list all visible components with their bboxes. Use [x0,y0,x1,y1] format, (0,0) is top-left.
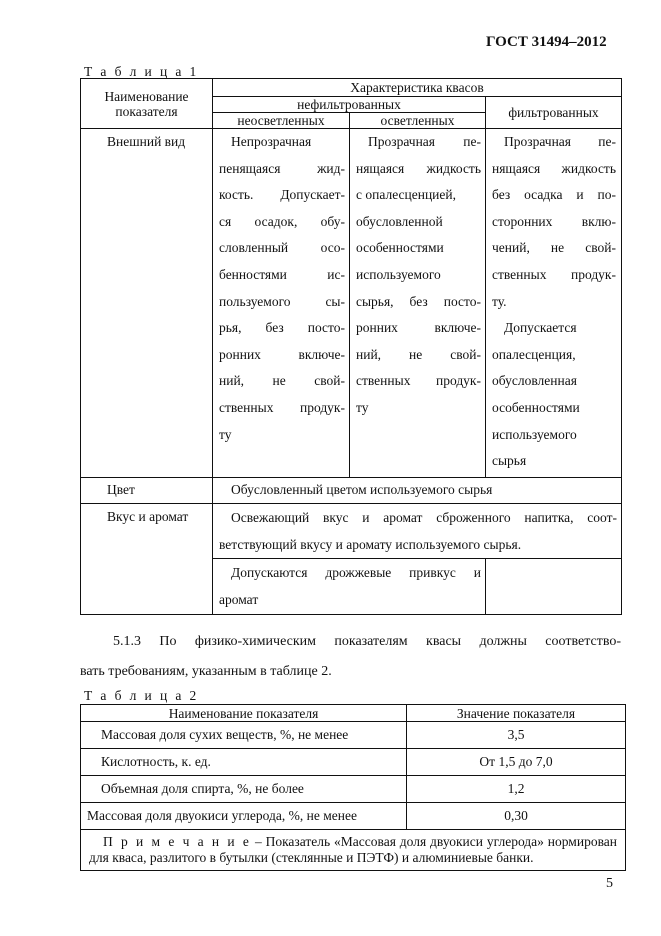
t2-row-value: 0,30 [407,803,626,830]
t2-row-value: От 1,5 до 7,0 [407,749,626,776]
text-line: ронних включе- [219,346,345,362]
text-line: нящаяся жидкость [356,160,481,176]
t2-row-name: Массовая доля двуокиси углерода, %, не менее [81,803,407,830]
text-line: опалесценция, [492,346,576,362]
paragraph-line-1: 5.1.3 По физико-химическим показателям квасы должны соответство- [113,634,621,649]
text-line: ственных продук- [219,399,345,415]
text-line: словленный осо- [219,240,345,256]
appearance-unclarified [213,129,350,478]
taste-value [213,504,622,559]
text-line: обусловленной [356,213,443,229]
page-number: 5 [606,876,613,891]
text-line: особенностями [492,399,580,415]
name-column-header: Наименование показателя [81,79,213,129]
table1-caption: Т а б л и ц а 1 [84,64,199,79]
appearance-clarified [350,129,486,478]
text-line: рья, без посто- [219,320,345,336]
text-line: чений, не свой- [492,240,616,256]
table2-caption: Т а б л и ц а 2 [84,688,199,703]
table-2 [80,704,626,871]
text-line: используемого [356,266,441,282]
color-name: Цвет [81,478,213,504]
characteristics-header: Характеристика квасов [213,79,622,97]
table-1 [80,78,622,615]
text-line: с опалесценцией, [356,187,456,203]
yeast-line-2: аромат [219,592,259,607]
text-line: Прозрачная пе- [504,134,616,149]
paragraph-line-2: вать требованиям, указанным в таблице 2. [80,664,332,679]
text-line: сырья, без посто- [356,293,481,309]
text-line: сырья [492,453,527,469]
t2-row-value: 3,5 [407,722,626,749]
text-line: ний, не свой- [356,346,481,362]
note-text: – Показатель «Массовая доля двуокиси углерода» нормирован для кваса, разлитого в бутылки (стеклянные и ПЭТФ) и алюминиевые банки. [89,834,617,865]
text-line: без осадка и по- [492,187,616,203]
paragraph-5-1-3 [80,627,621,687]
text-line: ственных продук- [356,373,481,389]
text-line: кость. Допускает- [219,187,345,203]
taste-name: Вкус и аромат [81,504,213,615]
text-line: бенностями ис- [219,266,345,282]
clarified-header: осветленных [350,113,486,129]
text-line: используемого [492,426,577,442]
appearance-filtered [486,129,622,478]
t2-row-value: 1,2 [407,776,626,803]
text-line: Непрозрачная [231,134,312,149]
text-line: ственных продук- [492,266,616,282]
filtered-header: фильтрованных [486,97,622,129]
t2-row-name: Объемная доля спирта, %, не более [81,776,407,803]
taste-yeast-note [213,559,486,615]
text-line: Прозрачная пе- [368,134,481,149]
t2-row-name: Кислотность, к. ед. [81,749,407,776]
t2-header-value: Значение показателя [407,705,626,722]
appearance-name: Внешний вид [81,129,213,478]
t2-header-name: Наименование показателя [81,705,407,722]
note-label: П р и м е ч а н и е [103,834,252,849]
t2-row-name: Массовая доля сухих веществ, %, не менее [81,722,407,749]
text-line: пенящаяся жид- [219,160,345,176]
taste-line-2: ветствующий вкусу и аромату используемого сырья. [219,537,522,552]
text-line: ронних включе- [356,320,481,336]
yeast-line-1: Допускаются дрожжевые привкус и [231,565,481,580]
text-line: ний, не свой- [219,373,345,389]
text-line: ся осадок, обу- [219,213,345,229]
color-value: Обусловленный цветом используемого сырья [213,478,622,504]
t2-note [81,830,626,871]
text-line: пользуемого сы- [219,293,345,309]
text-line: особенностями [356,240,444,256]
text-line: Допускается [504,320,577,336]
text-line: обусловленная [492,373,577,389]
taste-line-1: Освежающий вкус и аромат сброженного напитка, соот- [231,510,617,525]
text-line: сторонних вклю- [492,213,616,229]
unclarified-header: неосветленных [213,113,350,129]
taste-empty-cell [486,559,622,615]
text-line: ту [219,426,232,442]
standard-header: ГОСТ 31494–2012 [486,34,607,50]
text-line: нящаяся жидкость [492,160,616,176]
text-line: ту. [492,293,507,309]
text-line: ту [356,399,369,415]
unfiltered-header: нефильтрованных [213,97,486,113]
